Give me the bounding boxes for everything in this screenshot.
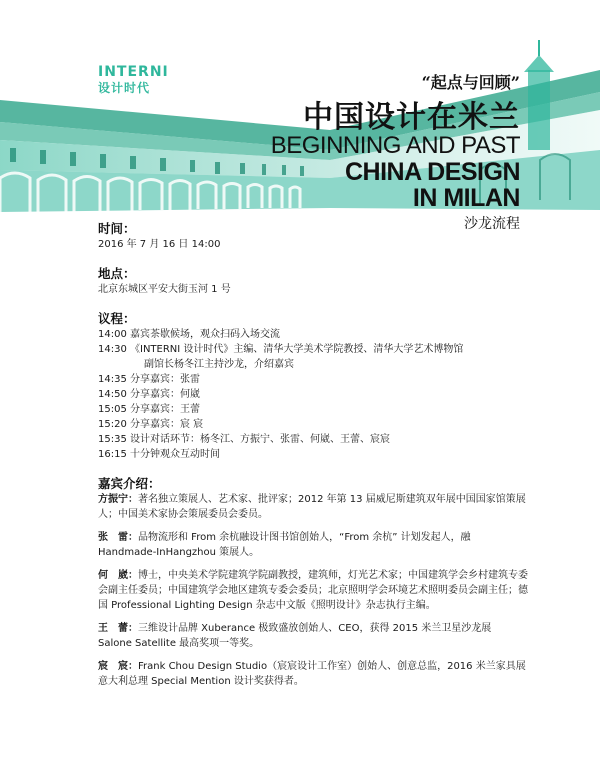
- agenda-item: 15:35 设计对话环节：杨冬江、方振宁、张雷、何崴、王蕾、宸宸: [98, 434, 390, 445]
- guest-entry: [98, 568, 528, 613]
- guest-bio: 著名独立策展人、艺术家、批评家；2012 年第 13 届威尼斯建筑双年展中国国家馆策展人；中国美术家协会策展委员会委员。: [98, 494, 526, 520]
- agenda-item: 15:20 分享嘉宾：宸 宸: [98, 419, 204, 430]
- event-title-english-line3: IN MILAN: [412, 184, 520, 212]
- interni-logo: INTERNI: [98, 64, 169, 80]
- place-heading: 地点：: [98, 266, 136, 281]
- agenda-item: 14:30 《INTERNI 设计时代》主编、清华大学美术学院教授、清华大学艺术博物馆: [98, 344, 464, 355]
- event-title-chinese: 中国设计在米兰: [303, 100, 520, 135]
- guest-entry: [98, 530, 528, 560]
- agenda-item: 15:05 分享嘉宾：王蕾: [98, 404, 200, 415]
- place-section: [98, 266, 528, 297]
- guests-section: [98, 476, 528, 689]
- guest-bio: 三维设计品牌 Xuberance 极致盛放创始人、CEO，获得 2015 米兰卫星沙龙展 Salone Satellite 最高奖项一等奖。: [98, 623, 492, 649]
- agenda-item: 副馆长杨冬江主持沙龙，介绍嘉宾: [144, 359, 294, 370]
- event-details: [98, 221, 528, 697]
- agenda-section: [98, 311, 528, 462]
- guest-name: 何 崴：: [98, 570, 138, 581]
- place-value: 北京东城区平安大街玉河 1 号: [98, 284, 231, 295]
- agenda-item: 14:00 嘉宾茶歇候场，观众扫码入场交流: [98, 329, 280, 340]
- salon-flow-label: 沙龙流程: [464, 216, 520, 232]
- agenda-heading: 议程：: [98, 311, 136, 326]
- time-value: 2016 年 7 月 16 日 14:00: [98, 239, 221, 250]
- guest-entry: [98, 492, 528, 522]
- guest-name: 王 蕾：: [98, 623, 138, 634]
- agenda-item: 16:15 十分钟观众互动时间: [98, 449, 220, 460]
- guest-entry: [98, 659, 528, 689]
- guest-name: 方振宁：: [98, 494, 138, 505]
- guest-bio: 品物流形和 From 余杭融设计图书馆创始人，“From 余杭” 计划发起人，融 Handmade-InHangzhou 策展人。: [98, 532, 471, 558]
- guests-heading: 嘉宾介绍：: [98, 476, 161, 491]
- time-section: [98, 221, 528, 252]
- guest-bio: 博士，中央美术学院建筑学院副教授，建筑师，灯光艺术家；中国建筑学会乡村建筑专委会副主任委员；中国建筑学会地区建筑专委会委员；北京照明学会环境艺术照明委员会副主任；德国 Professional Lighting Design 杂志中文版《照明设计》杂志执行主编。: [98, 570, 528, 611]
- event-subtitle: “起点与回顾”: [421, 73, 520, 92]
- agenda-item: 14:35 分享嘉宾：张雷: [98, 374, 200, 385]
- interni-logo-subtitle: 设计时代: [98, 81, 151, 95]
- guest-name: 宸 宸：: [98, 661, 138, 672]
- guest-name: 张 雷：: [98, 532, 138, 543]
- guest-entry: [98, 621, 528, 651]
- time-heading: 时间：: [98, 221, 136, 236]
- guest-bio: Frank Chou Design Studio（宸宸设计工作室）创始人、创意总监，2016 米兰家具展意大利总理 Special Mention 设计奖获得者。: [98, 661, 526, 687]
- event-title-english-line1: BEGINNING AND PAST: [270, 132, 520, 159]
- event-title-english-line2: CHINA DESIGN: [344, 158, 520, 186]
- agenda-item: 14:50 分享嘉宾：何崴: [98, 389, 200, 400]
